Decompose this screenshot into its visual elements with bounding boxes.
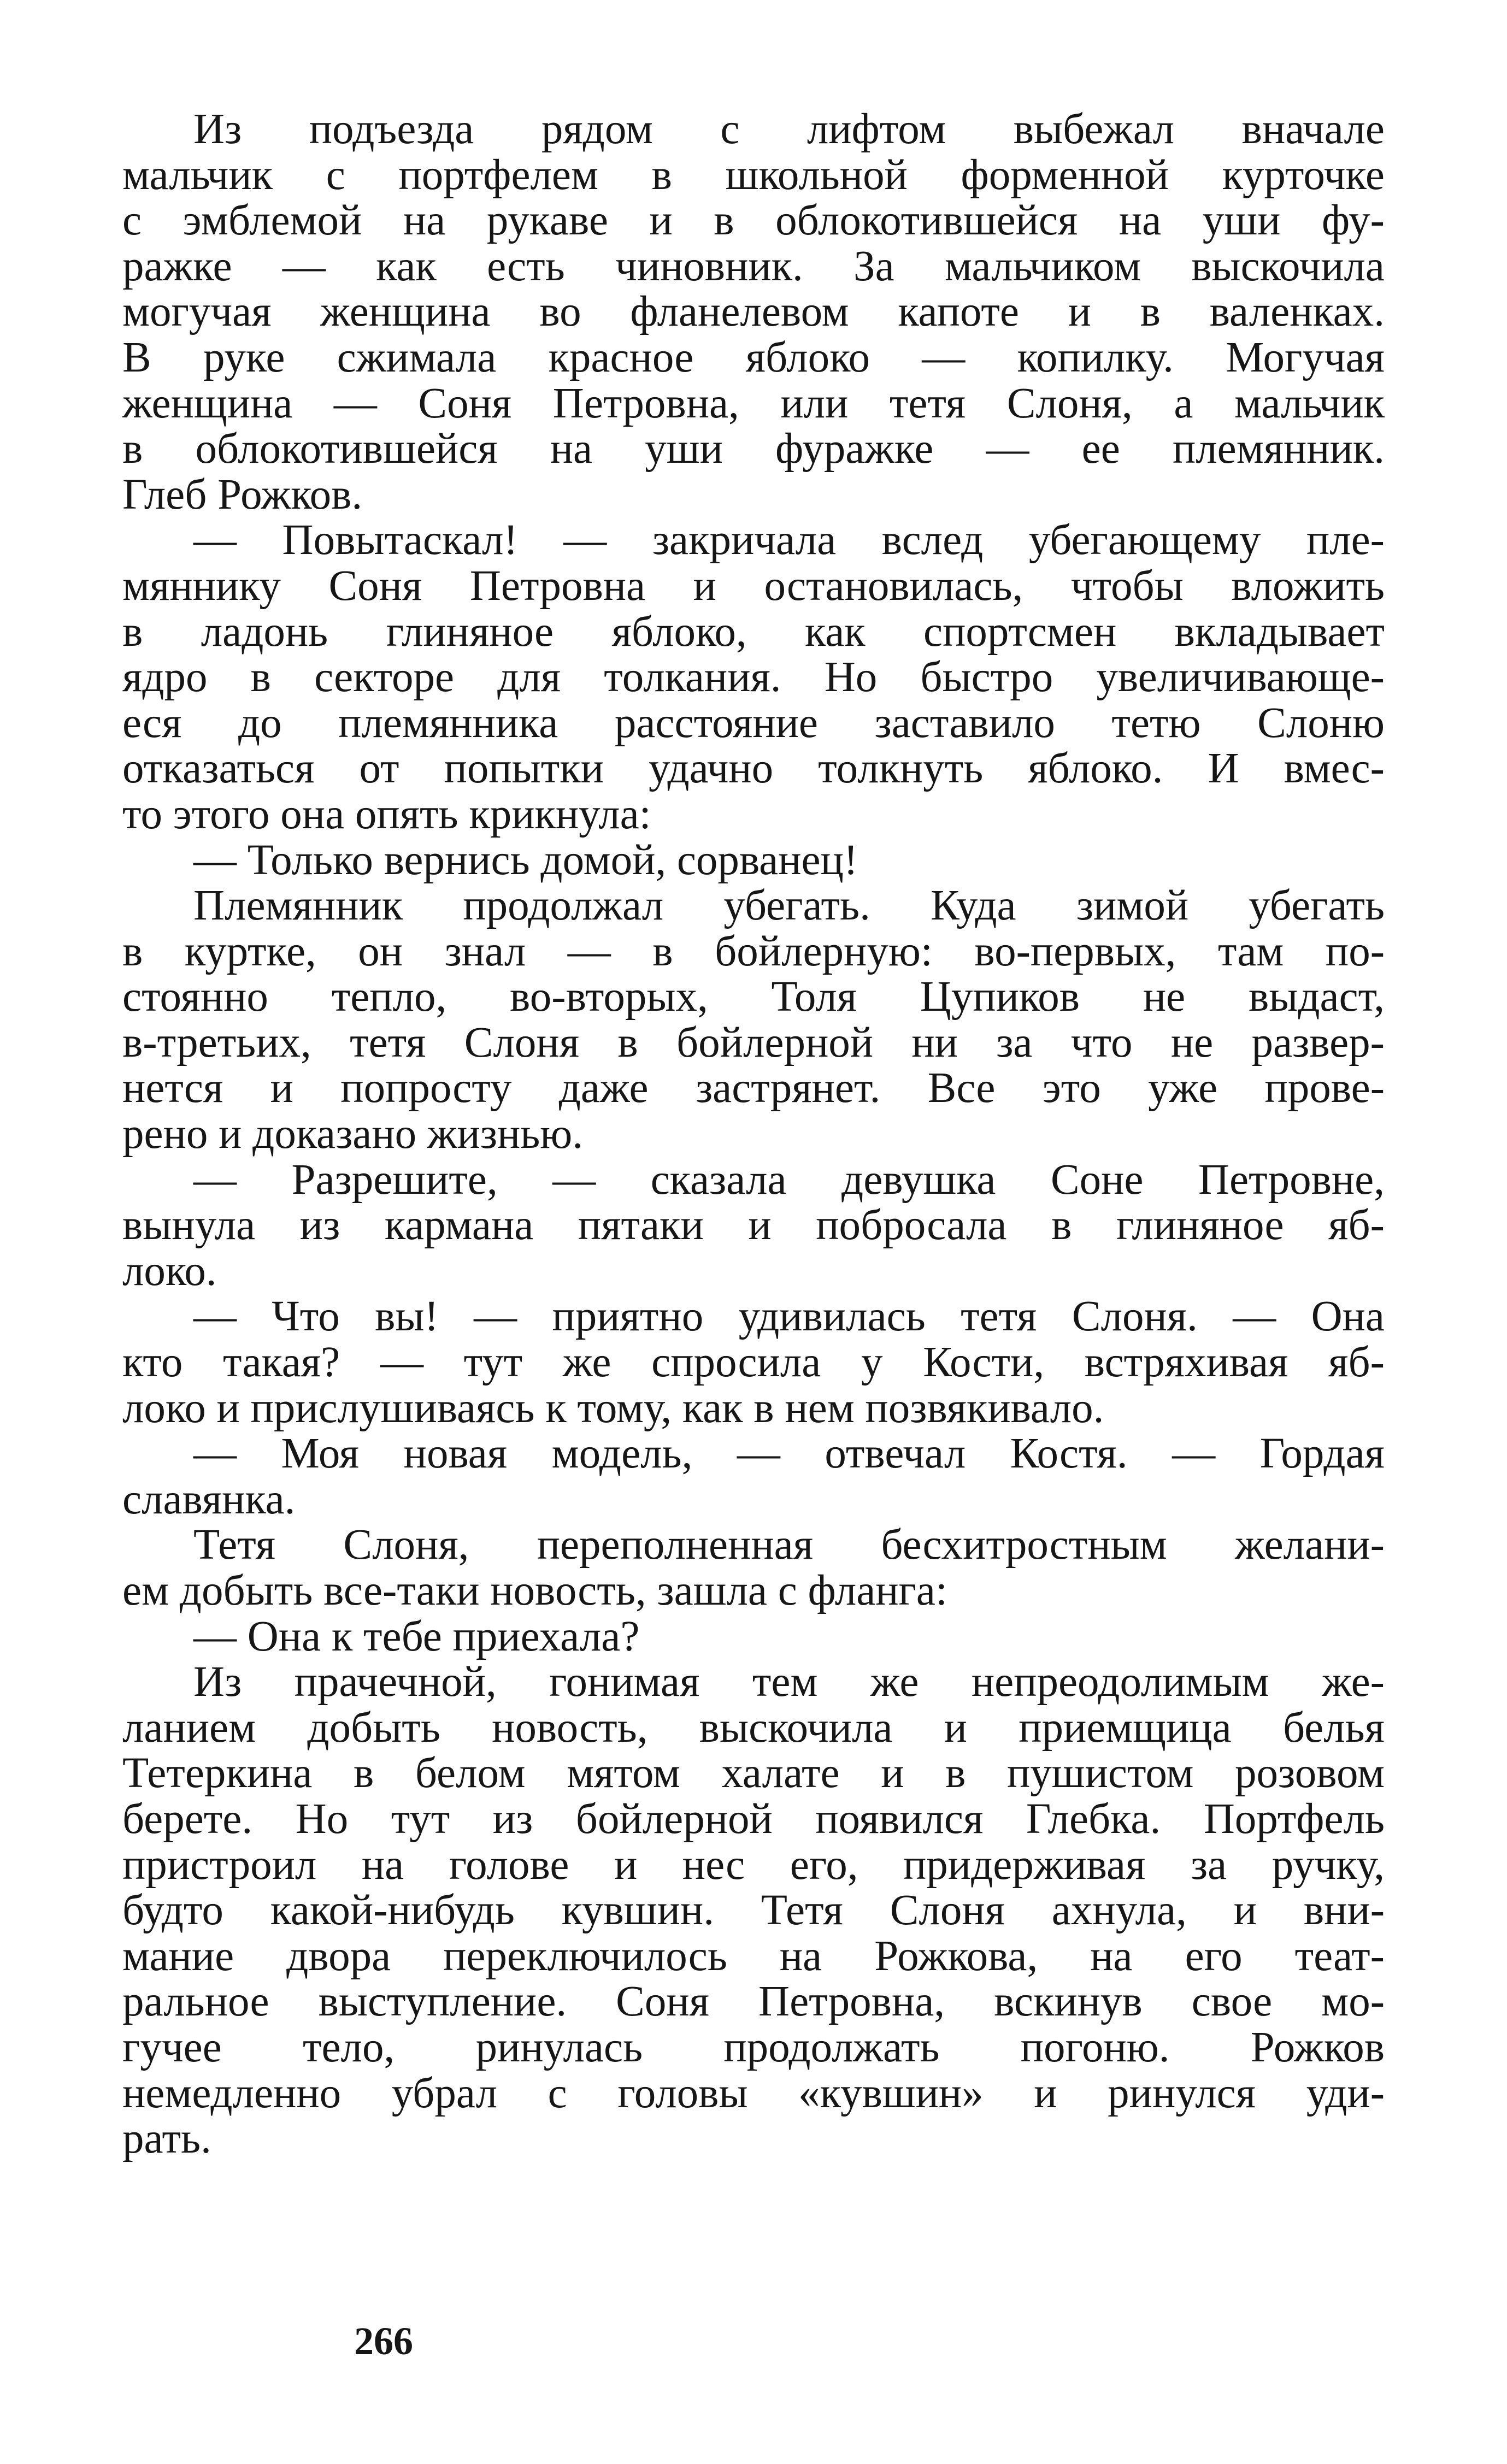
text-line: Племянник продолжал убегать. Куда зимой убегать <box>193 882 1385 930</box>
text-line: славянка. <box>122 1475 296 1523</box>
text-line: ражке — как есть чиновник. За мальчиком выскочила <box>122 242 1385 290</box>
text-line: женщина — Соня Петровна, или тетя Слоня, а мальчик <box>122 379 1385 427</box>
text-line: немедленно убрал с головы «кувшин» и ринулся уди- <box>122 2069 1385 2117</box>
text-line: мание двора переключилось на Рожкова, на его теат- <box>122 1932 1385 1980</box>
text-line: еся до племянника расстояние заставило тетю Слоню <box>122 699 1385 747</box>
text-line: вынула из кармана пятаки и побросала в глиняное яб- <box>122 1201 1385 1249</box>
text-line: в облокотившейся на уши фуражке — ее племянник. <box>122 425 1385 473</box>
text-line: — Только вернись домой, сорванец! <box>193 836 858 884</box>
text-line: Тетя Слоня, переполненная бесхитростным желани- <box>193 1521 1385 1569</box>
text-line: — Повытаскал! — закричала вслед убегающему пле- <box>193 516 1385 564</box>
text-line: Из подъезда рядом с лифтом выбежал вначале <box>193 105 1385 153</box>
text-line: рать. <box>122 2115 211 2163</box>
text-line: — Что вы! — приятно удивилась тетя Слоня. — Она <box>193 1293 1385 1341</box>
text-line: ядро в секторе для толкания. Но быстро увеличивающе- <box>122 653 1385 702</box>
text-line: пристроил на голове и нес его, придерживая за ручку, <box>122 1841 1385 1889</box>
text-line: отказаться от попытки удачно толкнуть яблоко. И вмес- <box>122 745 1385 793</box>
text-line: гучее тело, ринулась продолжать погоню. Рожков <box>122 2023 1385 2071</box>
text-line: нется и попросту даже застрянет. Все это уже прове- <box>122 1064 1385 1112</box>
page-number: 266 <box>354 2319 413 2363</box>
text-line: кто такая? — тут же спросила у Кости, встряхивая яб- <box>122 1339 1385 1387</box>
text-line: в куртке, он знал — в бойлерную: во-первых, там по- <box>122 927 1385 975</box>
text-line: берете. Но тут из бойлерной появился Глебка. Портфель <box>122 1795 1385 1843</box>
text-line: могучая женщина во фланелевом капоте и в валенках. <box>122 288 1385 336</box>
page-text <box>122 107 1385 2162</box>
text-line: — Разрешите, — сказала девушка Соне Петровне, <box>193 1156 1385 1204</box>
text-line: рено и доказано жизнью. <box>122 1110 584 1158</box>
text-line: в-третьих, тетя Слоня в бойлерной ни за что не развер- <box>122 1018 1385 1066</box>
text-line: локо и прислушиваясь к тому, как в нем позвякивало. <box>122 1384 1104 1432</box>
text-line: ральное выступление. Соня Петровна, вскинув свое мо- <box>122 1978 1385 2026</box>
text-line: Из прачечной, гонимая тем же непреодолимым же- <box>193 1658 1385 1706</box>
text-line: мяннику Соня Петровна и остановилась, чтобы вложить <box>122 562 1385 610</box>
text-line: мальчик с портфелем в школьной форменной курточке <box>122 151 1385 199</box>
text-line: — Она к тебе приехала? <box>193 1612 640 1660</box>
text-line: в ладонь глиняное яблоко, как спортсмен вкладывает <box>122 608 1385 656</box>
text-line: ем добыть все-таки новость, зашла с фланга: <box>122 1567 947 1614</box>
text-line: — Моя новая модель, — отвечал Костя. — Гордая <box>193 1430 1385 1478</box>
text-line: Тетеркина в белом мятом халате и в пушистом розовом <box>122 1749 1385 1797</box>
text-line: с эмблемой на рукаве и в облокотившейся на уши фу- <box>122 197 1385 245</box>
text-line: В руке сжимала красное яблоко — копилку. Могучая <box>122 333 1385 381</box>
text-line: локо. <box>122 1247 217 1295</box>
text-line: Глеб Рожков. <box>122 470 363 518</box>
text-line: то этого она опять крикнула: <box>122 790 651 838</box>
text-line: будто какой-нибудь кувшин. Тетя Слоня ахнула, и вни- <box>122 1887 1385 1935</box>
text-line: стоянно тепло, во-вторых, Толя Цупиков не выдаст, <box>122 973 1385 1021</box>
text-line: ланием добыть новость, выскочила и приемщица белья <box>122 1703 1385 1752</box>
